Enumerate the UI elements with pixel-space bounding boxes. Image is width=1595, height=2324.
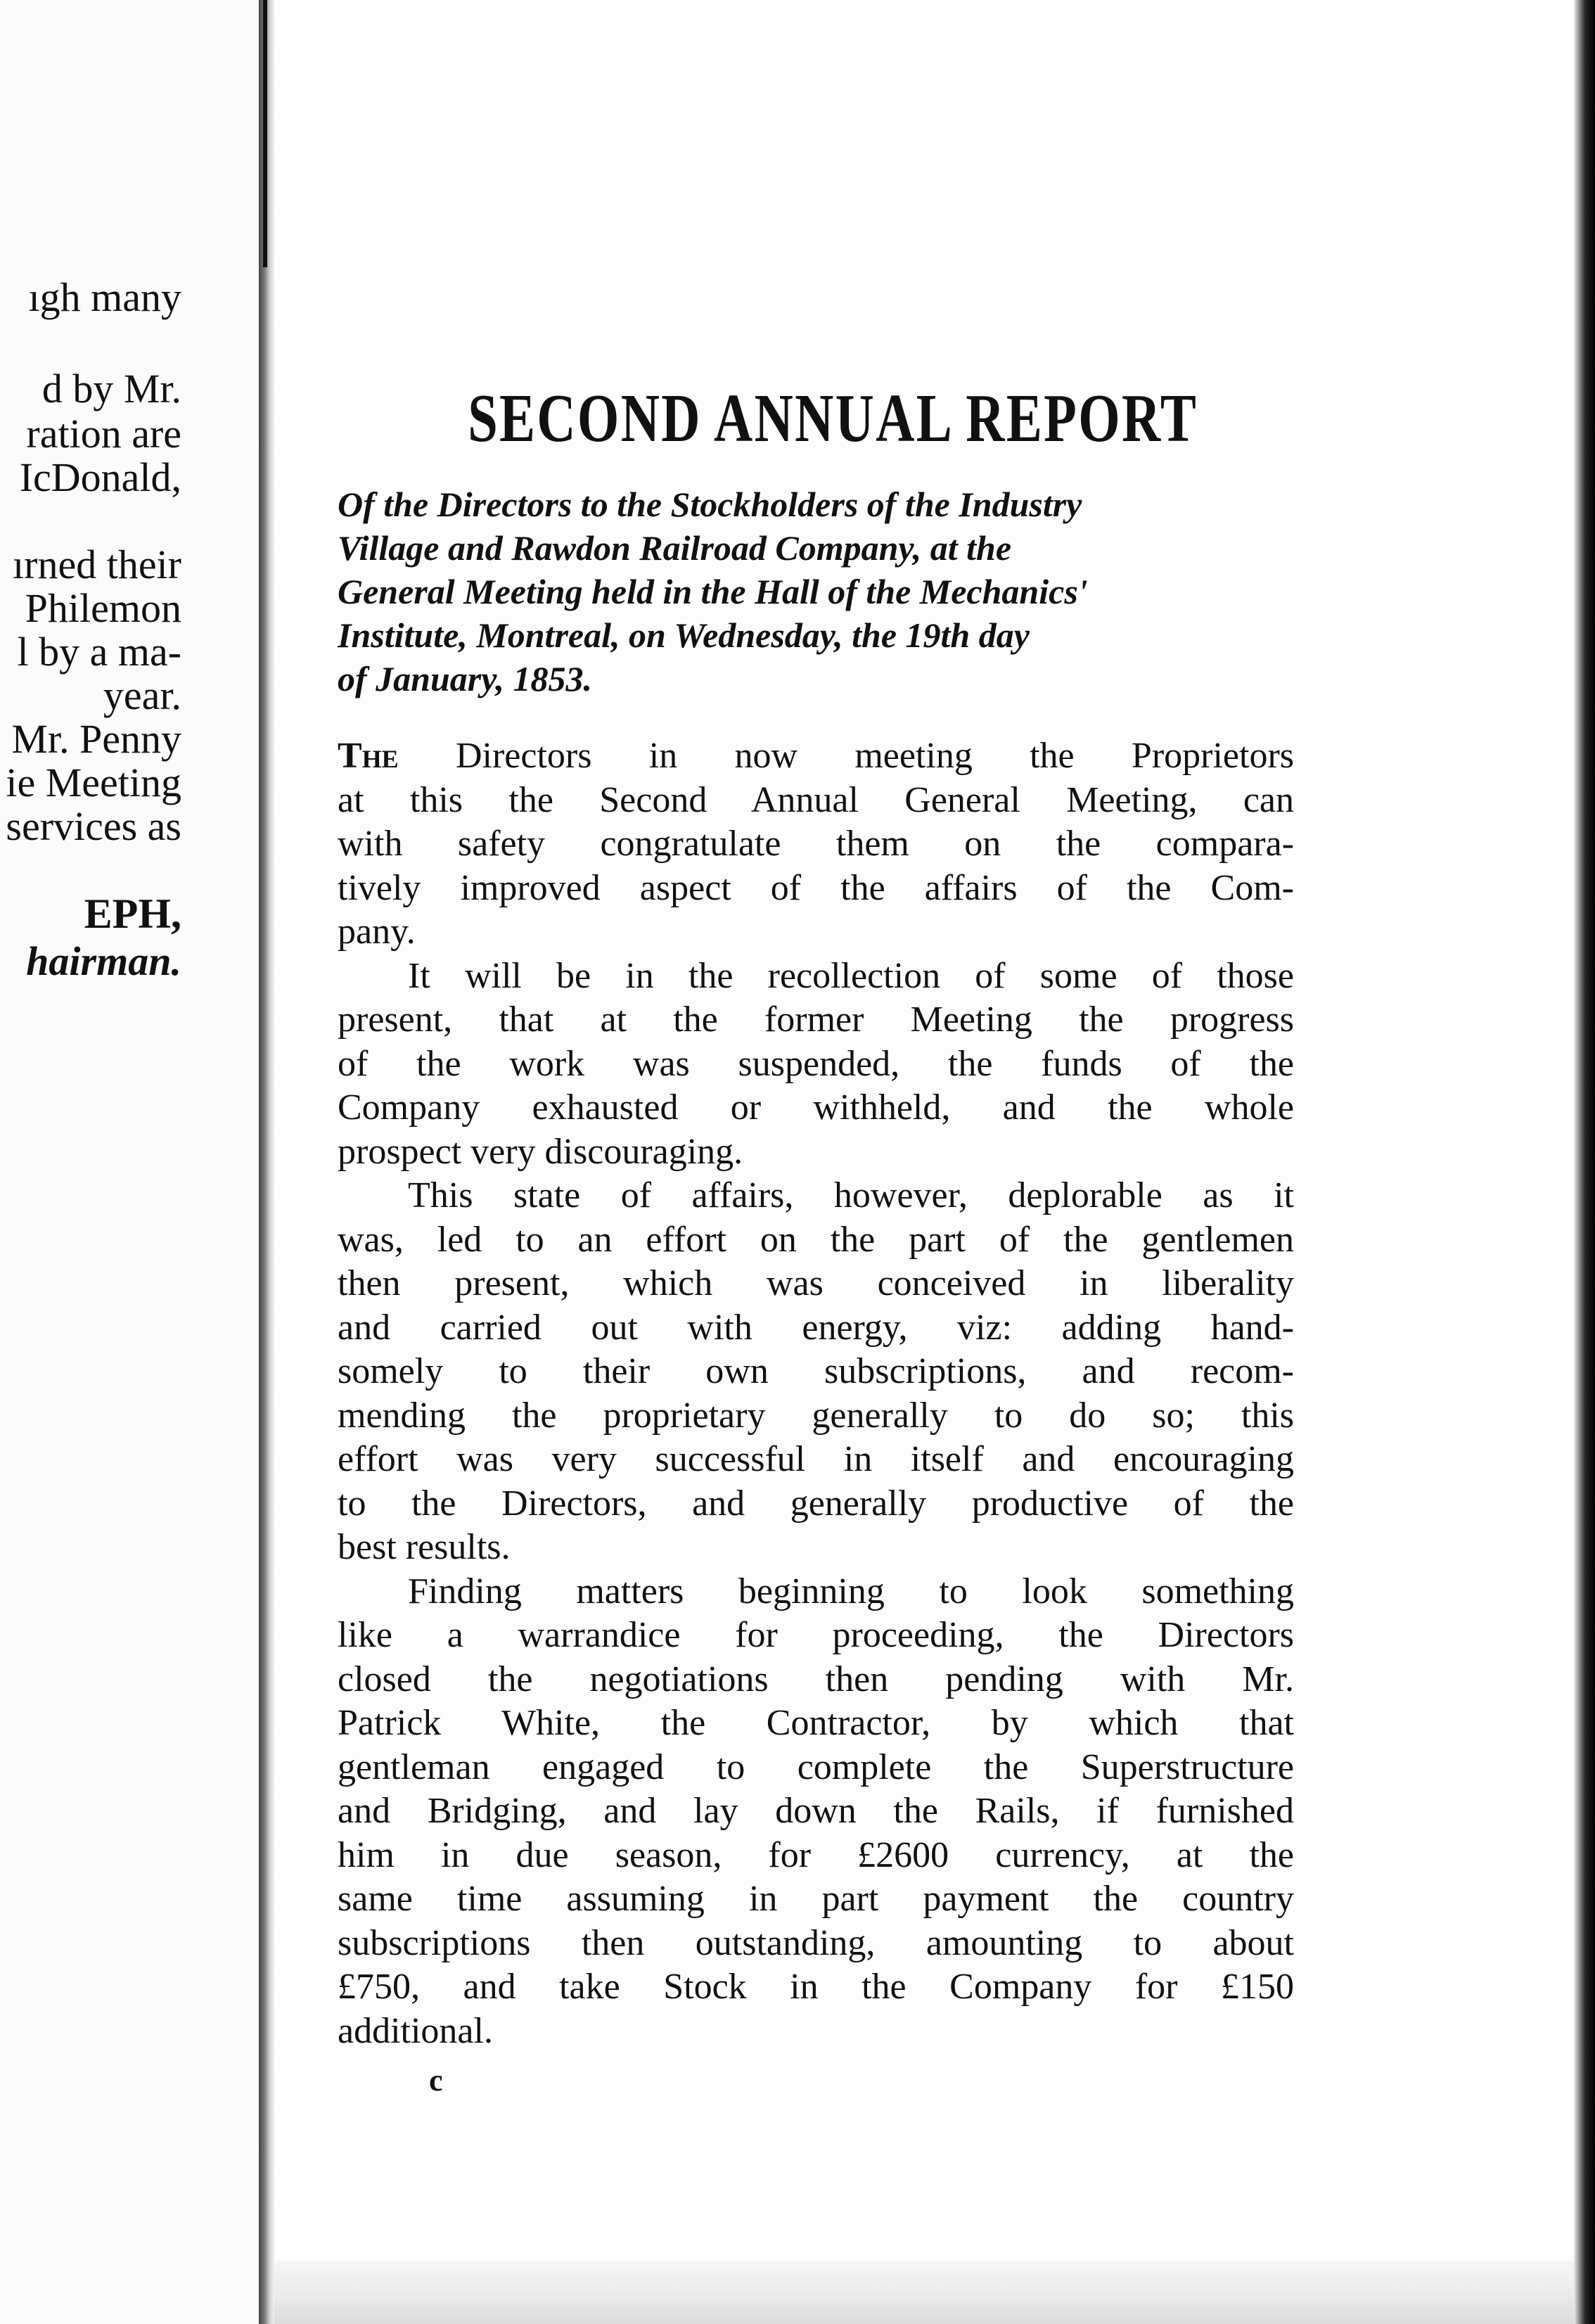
body-line: subscriptions then outstanding, amounting to about xyxy=(338,1922,1294,1963)
paragraph xyxy=(338,1570,1294,2054)
body-line: £750, and take Stock in the Company for £150 xyxy=(338,1967,1294,2007)
body-line-text: Directors in now meeting the Proprietors xyxy=(398,736,1294,776)
body-line xyxy=(338,734,1294,779)
subtitle-line: of January, 1853. xyxy=(338,659,593,698)
paragraph xyxy=(338,734,1294,954)
body-line: to the Directors, and generally productive of the xyxy=(338,1483,1294,1524)
paragraph xyxy=(338,954,1294,1175)
body-line: It will be in the recollection of some of those xyxy=(408,955,1294,996)
body-line: This state of affairs, however, deplorable as it xyxy=(408,1175,1294,1215)
left-page-line: services as xyxy=(6,803,181,849)
left-page-line: Philemon xyxy=(25,585,181,631)
body-line: effort was very successful in itself and encouraging xyxy=(338,1439,1294,1479)
body-line: with safety congratulate them on the compara- xyxy=(338,824,1294,864)
body-line: him in due season, for £2600 currency, at the xyxy=(338,1834,1294,1875)
body-line: and carried out with energy, viz: adding hand- xyxy=(338,1307,1294,1348)
body-line: somely to their own subscriptions, and recom- xyxy=(338,1351,1294,1391)
body-line: mending the proprietary generally to do so; this xyxy=(338,1395,1294,1436)
report-body xyxy=(338,734,1294,2103)
body-line: then present, which was conceived in liberality xyxy=(338,1263,1294,1303)
body-line: gentleman engaged to complete the Superstructure xyxy=(338,1747,1294,1787)
body-line: same time assuming in part payment the country xyxy=(338,1879,1294,1919)
left-page-line: IcDonald, xyxy=(19,454,181,500)
left-page-line: d by Mr. xyxy=(41,366,181,411)
right-page-edge xyxy=(1574,0,1595,2324)
body-line: tively improved aspect of the affairs of the Com- xyxy=(338,867,1294,908)
subtitle-line: Of the Directors to the Stockholders of the Industry xyxy=(338,485,1082,524)
body-line: pany. xyxy=(338,912,416,952)
body-line: Patrick White, the Contractor, by which that xyxy=(338,1703,1294,1743)
subtitle-line: Institute, Montreal, on Wednesday, the 19th day xyxy=(338,615,1030,655)
body-line: closed the negotiations then pending with Mr. xyxy=(338,1659,1294,1699)
body-line: and Bridging, and lay down the Rails, if furnished xyxy=(338,1791,1294,1831)
gutter-shadow xyxy=(263,0,267,267)
drop-lead-word: The xyxy=(338,736,399,776)
subtitle-line: General Meeting held in the Hall of the Mechanics' xyxy=(338,572,1088,611)
subtitle-line: Village and Rawdon Railroad Company, at the xyxy=(338,528,1012,568)
body-line: was, led to an effort on the part of the gentlemen xyxy=(338,1219,1294,1260)
left-page-line: Mr. Penny xyxy=(11,716,181,762)
body-line: Company exhausted or withheld, and the whole xyxy=(338,1087,1294,1128)
left-page-line: ie Meeting xyxy=(6,760,181,805)
left-page-signature-name: EPH, xyxy=(84,890,181,937)
left-page-signature-role: hairman. xyxy=(26,938,181,984)
report-page xyxy=(338,380,1294,2103)
left-page-line: ration are xyxy=(26,411,181,456)
body-line: of the work was suspended, the funds of the xyxy=(338,1043,1294,1084)
body-line: like a warrandice for proceeding, the Directors xyxy=(338,1615,1294,1655)
body-line: at this the Second Annual General Meeting, can xyxy=(338,779,1294,820)
signature-mark: c xyxy=(429,2063,443,2098)
left-page-line: l by a ma- xyxy=(17,629,181,675)
body-line: Finding matters beginning to look something xyxy=(408,1571,1294,1611)
body-line: additional. xyxy=(338,2010,493,2051)
left-page-line: ırned their xyxy=(13,542,181,587)
left-page-line: ıgh many xyxy=(28,274,181,320)
report-title: SECOND ANNUAL REPORT xyxy=(468,381,1198,456)
report-subtitle xyxy=(338,483,1294,701)
book-gutter xyxy=(259,0,274,2324)
body-line: present, that at the former Meeting the progress xyxy=(338,1000,1294,1040)
bottom-page-edge xyxy=(274,2261,1574,2324)
paragraph xyxy=(338,1174,1294,1570)
body-line: best results. xyxy=(338,1527,511,1567)
body-line: prospect very discouraging. xyxy=(338,1131,743,1172)
left-page-line: year. xyxy=(103,672,181,718)
left-page-fragment xyxy=(0,0,259,2324)
